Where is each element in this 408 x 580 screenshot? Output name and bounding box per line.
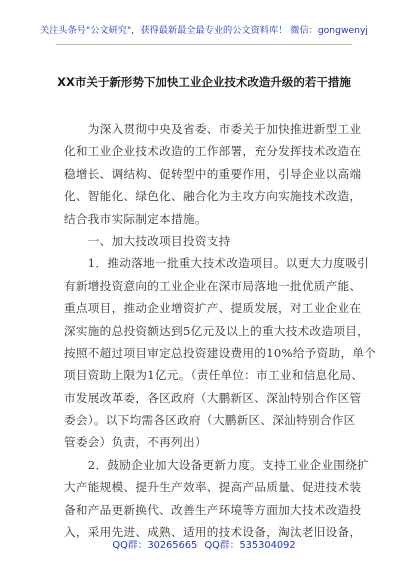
body-line: 有新增投资意向的工业企业在深市局落地一批优质产能、 <box>64 278 362 293</box>
contact-footer <box>0 537 408 551</box>
body-line: 化和工业企业技术改造的工作部署，充分发挥技术改造在 <box>64 144 362 159</box>
body-line: 为深入贯彻中央及省委、市委关于加快推进新型工业 <box>64 122 362 136</box>
body-line: 入，采用先进、成熟、适用的技术设备，淘汰老旧设备， <box>64 525 362 540</box>
document-body <box>64 118 377 543</box>
body-line: 稳增长、调结构、促转型中的重要作用，引导企业以高端 <box>64 166 362 181</box>
body-line: 1．推动落地一批重大技术改造项目。以更大力度吸引 <box>64 256 370 271</box>
body-line: 按照不超过项目审定总投资建设费用的10%给予资助，单个 <box>64 345 377 360</box>
body-line: 化、智能化、绿色化、融合化为主攻方向实施技术改造， <box>64 189 362 204</box>
body-line: 2．鼓励企业加大设备更新力度。支持工业企业围绕扩 <box>64 457 370 472</box>
body-line: 市发展改革委，各区政府（大鹏新区、深汕特别合作区管 <box>64 390 362 405</box>
body-line: 结合我市实际制定本措施。 <box>64 211 207 226</box>
body-line: 项目资助上限为1亿元。（责任单位：市工业和信息化局、 <box>64 368 364 383</box>
header-divider <box>56 44 352 45</box>
qq-group-1: QQ群：30265665 <box>112 540 198 551</box>
body-line: 深实施的总投资额达到5亿元及以上的重大技术改造项目， <box>64 323 370 338</box>
qq-group-2: QQ群：535304092 <box>204 540 296 551</box>
body-line: 重点项目，推动企业增资扩产、提质发展，对工业企业在 <box>64 301 362 316</box>
section-heading: 一、加大技改项目投资支持 <box>64 233 231 248</box>
document-title: XX市关于新形势下加快工业企业技术改造升级的若干措施 <box>57 75 351 89</box>
body-line: 委会）。以下均需各区政府（大鹏新区、深汕特别合作区 <box>64 413 356 428</box>
body-line: 管委会）负责，不再列出） <box>64 435 207 450</box>
body-line: 大产能规模、提升生产效率、提高产品质量、促进技术装 <box>64 480 362 495</box>
body-line: 备和产品更新换代、改善生产环境等方面加大技术改造投 <box>64 502 362 517</box>
promo-header: 关注头条号"公文研究"，获得最新最全最专业的公文资料库！ 微信：gongwenyj <box>40 25 368 36</box>
